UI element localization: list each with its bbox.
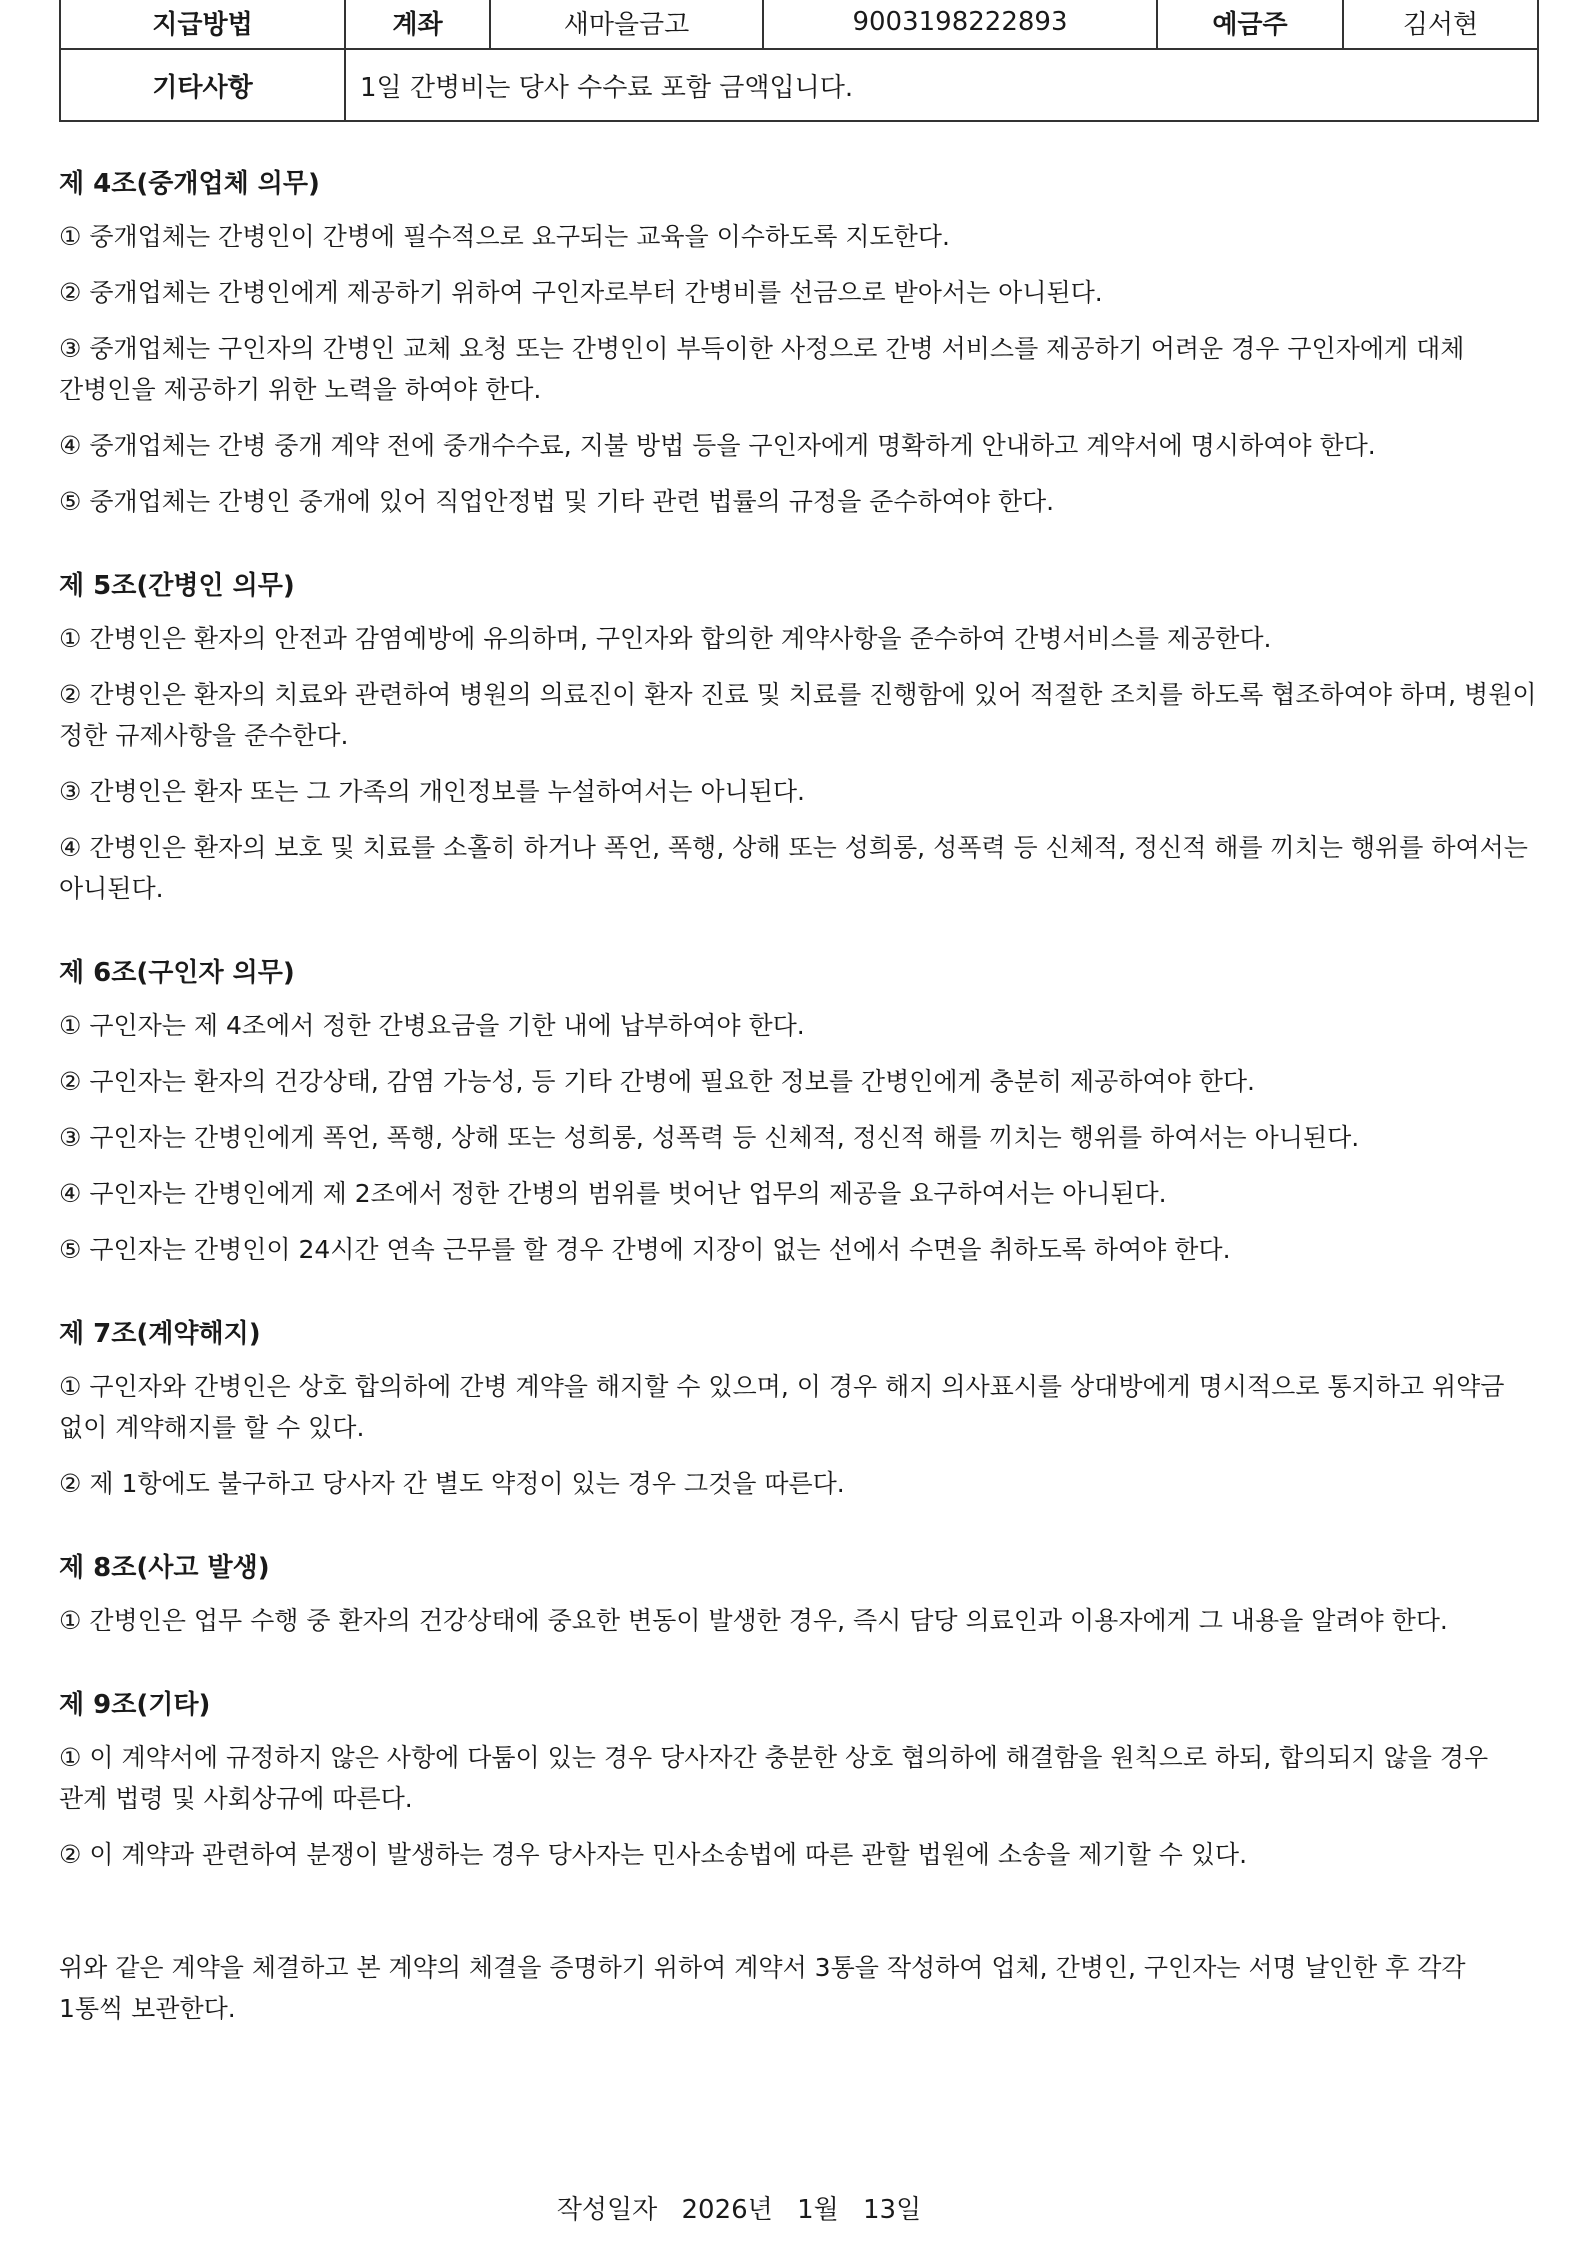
- article-title: 제 5조(간병인 의무): [59, 571, 295, 601]
- bank-name: 새마을금고: [490, 0, 763, 49]
- date-label: 작성일자: [556, 2195, 658, 2225]
- article-title: 제 7조(계약해지): [59, 1319, 261, 1349]
- article-clause: ② 제 1항에도 불구하고 당사자 간 별도 약정이 있는 경우 그것을 따른다.: [59, 1469, 845, 1498]
- article-clause: ① 중개업체는 간병인이 간병에 필수적으로 요구되는 교육을 이수하도록 지도한다.: [59, 222, 950, 251]
- account-number: 9003198222893: [763, 0, 1157, 49]
- payment-method-row: [60, 0, 1538, 49]
- notes-row: [60, 49, 1538, 121]
- contract-page: [59, 0, 1537, 2054]
- article-section: [59, 1316, 1537, 1504]
- article-clause: ③ 중개업체는 구인자의 간병인 교체 요청 또는 간병인이 부득이한 사정으로 간병 서비스를 제공하기 어려운 경우 구인자에게 대체 간병인을 제공하기 위한 노력을 하여야 한다.: [59, 334, 1465, 404]
- article-clause: ① 간병인은 환자의 안전과 감염예방에 유의하며, 구인자와 합의한 계약사항을 준수하여 간병서비스를 제공한다.: [59, 624, 1272, 653]
- article-clause: ③ 구인자는 간병인에게 폭언, 폭행, 상해 또는 성희롱, 성폭력 등 신체적, 정신적 해를 끼치는 행위를 하여서는 아니된다.: [59, 1123, 1360, 1152]
- article-clause: ② 구인자는 환자의 건강상태, 감염 가능성, 등 기타 간병에 필요한 정보를 간병인에게 충분히 제공하여야 한다.: [59, 1067, 1255, 1096]
- article-clause: ① 간병인은 업무 수행 중 환자의 건강상태에 중요한 변동이 발생한 경우, 즉시 담당 의료인과 이용자에게 그 내용을 알려야 한다.: [59, 1606, 1448, 1635]
- article-clause: ④ 구인자는 간병인에게 제 2조에서 정한 간병의 범위를 벗어난 업무의 제공을 요구하여서는 아니된다.: [59, 1179, 1167, 1208]
- article-clause: ⑤ 중개업체는 간병인 중개에 있어 직업안정법 및 기타 관련 법률의 규정을 준수하여야 한다.: [59, 487, 1055, 516]
- notes-value: 1일 간병비는 당사 수수료 포함 금액입니다.: [345, 49, 1538, 121]
- account-label: 계좌: [345, 0, 490, 49]
- date-line: [0, 2192, 1478, 2228]
- article-title: 제 8조(사고 발생): [59, 1553, 270, 1583]
- payment-method-label: 지급방법: [60, 0, 345, 49]
- date-day: 13일: [863, 2195, 922, 2225]
- article-title: 제 6조(구인자 의무): [59, 958, 295, 988]
- date-year: 2026년: [681, 2195, 773, 2225]
- date-month: 1월: [797, 2195, 839, 2225]
- account-holder-name: 김서현: [1343, 0, 1538, 49]
- account-holder-label: 예금주: [1157, 0, 1343, 49]
- article-clause: ② 이 계약과 관련하여 분쟁이 발생하는 경우 당사자는 민사소송법에 따른 관할 법원에 소송을 제기할 수 있다.: [59, 1840, 1248, 1869]
- article-clause: ① 구인자는 제 4조에서 정한 간병요금을 기한 내에 납부하여야 한다.: [59, 1011, 805, 1040]
- article-clause: ① 구인자와 간병인은 상호 합의하에 간병 계약을 해지할 수 있으며, 이 경우 해지 의사표시를 상대방에게 명시적으로 통지하고 위약금 없이 계약해지를 할 수 있다.: [59, 1372, 1505, 1442]
- article-section: [59, 568, 1537, 909]
- article-section: [59, 955, 1537, 1270]
- article-section: [59, 1550, 1537, 1641]
- closing-statement: 위와 같은 계약을 체결하고 본 계약의 체결을 증명하기 위하여 계약서 3통을 작성하여 업체, 간병인, 구인자는 서명 날인한 후 각각 1통씩 보관한다.: [59, 1953, 1466, 2023]
- article-section: [59, 1687, 1537, 1875]
- notes-label: 기타사항: [60, 49, 345, 121]
- article-clause: ② 간병인은 환자의 치료와 관련하여 병원의 의료진이 환자 진료 및 치료를 진행함에 있어 적절한 조치를 하도록 협조하여야 하며, 병원이 정한 규제사항을 준수한다.: [59, 680, 1537, 750]
- article-clause: ⑤ 구인자는 간병인이 24시간 연속 근무를 할 경우 간병에 지장이 없는 선에서 수면을 취하도록 하여야 한다.: [59, 1235, 1231, 1264]
- article-title: 제 4조(중개업체 의무): [59, 169, 320, 199]
- articles-section: [59, 166, 1537, 1875]
- article-clause: ④ 간병인은 환자의 보호 및 치료를 소홀히 하거나 폭언, 폭행, 상해 또는 성희롱, 성폭력 등 신체적, 정신적 해를 끼치는 행위를 하여서는 아니된다.: [59, 833, 1528, 903]
- article-clause: ③ 간병인은 환자 또는 그 가족의 개인정보를 누설하여서는 아니된다.: [59, 777, 805, 806]
- article-clause: ④ 중개업체는 간병 중개 계약 전에 중개수수료, 지불 방법 등을 구인자에게 명확하게 안내하고 계약서에 명시하여야 한다.: [59, 431, 1376, 460]
- article-clause: ② 중개업체는 간병인에게 제공하기 위하여 구인자로부터 간병비를 선금으로 받아서는 아니된다.: [59, 278, 1103, 307]
- article-section: [59, 166, 1537, 522]
- payment-table: [59, 0, 1539, 122]
- article-title: 제 9조(기타): [59, 1690, 211, 1720]
- article-clause: ① 이 계약서에 규정하지 않은 사항에 다툼이 있는 경우 당사자간 충분한 상호 협의하에 해결함을 원칙으로 하되, 합의되지 않을 경우 관계 법령 및 사회상규에 따른다.: [59, 1743, 1489, 1813]
